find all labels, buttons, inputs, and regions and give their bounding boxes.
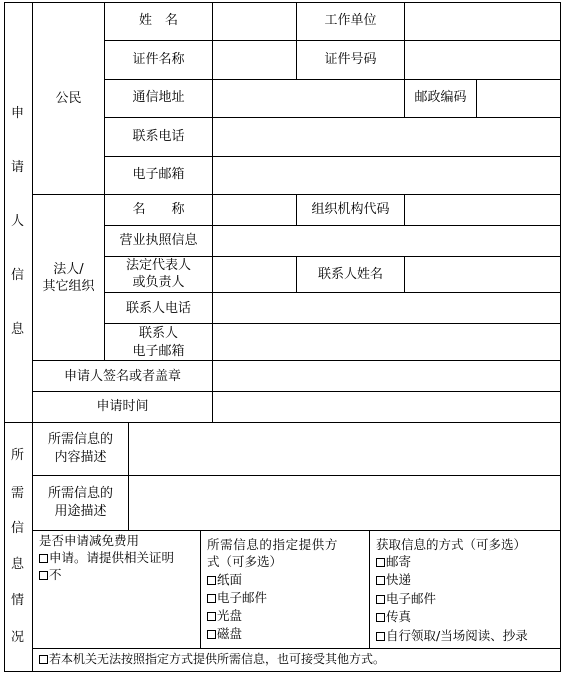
fee-waiver-title: 是否申请减免费用 bbox=[39, 533, 140, 548]
option-label: 光盘 bbox=[217, 608, 243, 623]
fee-waiver-option-apply[interactable] bbox=[39, 550, 174, 565]
checkbox[interactable] bbox=[39, 571, 48, 580]
label-entity-name: 名 称 bbox=[132, 202, 185, 217]
checkbox[interactable] bbox=[39, 655, 48, 664]
checkbox[interactable] bbox=[376, 595, 385, 604]
option-label: 快递 bbox=[386, 572, 412, 587]
id-type-field[interactable] bbox=[213, 41, 296, 79]
label-org-code: 组织机构代码 bbox=[311, 202, 390, 217]
checkbox[interactable] bbox=[376, 558, 385, 567]
option-label: 若本机关无法按照指定方式提供所需信息，也可接受其他方式。 bbox=[49, 652, 386, 666]
option-label: 不 bbox=[49, 567, 62, 582]
signature-field[interactable] bbox=[213, 361, 560, 391]
contact-email-field[interactable] bbox=[213, 324, 560, 360]
option-label: 纸面 bbox=[217, 572, 243, 587]
label-postcode: 邮政编码 bbox=[414, 90, 467, 105]
obtain-option-email[interactable] bbox=[376, 591, 436, 606]
border-left bbox=[4, 2, 5, 672]
option-label: 自行领取/当场阅读、抄录 bbox=[386, 628, 528, 643]
obtain-option-express[interactable] bbox=[376, 572, 411, 587]
label-line: 所需信息的 bbox=[47, 432, 113, 447]
purpose-description-field[interactable] bbox=[129, 476, 560, 530]
border-bottom bbox=[4, 671, 561, 672]
rule bbox=[369, 530, 370, 648]
label-line: 法定代表人 bbox=[125, 258, 191, 273]
label-phone: 联系电话 bbox=[132, 129, 185, 144]
option-label: 电子邮件 bbox=[386, 591, 437, 606]
email-field[interactable] bbox=[213, 157, 560, 194]
label-legal-rep bbox=[105, 258, 212, 290]
label-line: 联系人 bbox=[138, 326, 178, 341]
citizen-name-field[interactable] bbox=[213, 3, 296, 40]
side-char: 人 bbox=[11, 214, 25, 229]
content-description-field[interactable] bbox=[129, 423, 560, 475]
side-char: 所 bbox=[11, 448, 25, 463]
label-id-type: 证件名称 bbox=[132, 52, 185, 67]
label-purpose-description bbox=[33, 486, 128, 519]
checkbox[interactable] bbox=[207, 612, 216, 621]
label-line: 法人/ bbox=[53, 262, 84, 277]
checkbox[interactable] bbox=[376, 576, 385, 585]
side-char: 请 bbox=[11, 160, 25, 175]
option-label: 传真 bbox=[386, 609, 412, 624]
checkbox[interactable] bbox=[207, 576, 216, 585]
side-char: 况 bbox=[11, 630, 25, 645]
label-email: 电子邮箱 bbox=[132, 167, 185, 182]
label-signature: 申请人签名或者盖章 bbox=[63, 369, 181, 384]
address-field[interactable] bbox=[213, 80, 404, 117]
contact-phone-field[interactable] bbox=[213, 293, 560, 323]
rule bbox=[32, 530, 561, 531]
label-contact-email bbox=[105, 326, 212, 359]
obtain-method-title: 获取信息的方式（可多选） bbox=[376, 537, 527, 552]
postcode-field[interactable] bbox=[477, 80, 560, 117]
side-char: 需 bbox=[11, 486, 25, 501]
entity-name-field[interactable] bbox=[213, 195, 296, 225]
label-contact-phone: 联系人电话 bbox=[125, 301, 191, 316]
rule bbox=[200, 530, 201, 648]
label-content-description bbox=[33, 432, 128, 465]
checkbox[interactable] bbox=[376, 613, 385, 622]
label-work-unit: 工作单位 bbox=[324, 13, 377, 28]
label-contact-name: 联系人姓名 bbox=[317, 267, 383, 282]
side-char: 息 bbox=[11, 557, 25, 572]
provide-method-title: 所需信息的指定提供方 bbox=[207, 537, 339, 552]
label-apply-time: 申请时间 bbox=[96, 399, 149, 414]
provide-option-paper[interactable] bbox=[207, 572, 242, 587]
provide-option-email[interactable] bbox=[207, 590, 267, 605]
phone-field[interactable] bbox=[213, 118, 560, 156]
rule bbox=[32, 648, 561, 649]
side-char: 息 bbox=[11, 322, 25, 337]
legal-rep-field[interactable] bbox=[213, 257, 296, 292]
legal-entity-group-label bbox=[33, 262, 104, 294]
checkbox[interactable] bbox=[207, 594, 216, 603]
label-name: 姓 名 bbox=[138, 13, 178, 28]
obtain-option-fax[interactable] bbox=[376, 609, 411, 624]
label-line: 用途描述 bbox=[54, 504, 107, 519]
checkbox[interactable] bbox=[39, 554, 48, 563]
business-license-field[interactable] bbox=[213, 226, 560, 256]
label-line: 所需信息的 bbox=[47, 486, 113, 501]
checkbox[interactable] bbox=[207, 630, 216, 639]
side-char: 申 bbox=[11, 106, 25, 121]
label-id-number: 证件号码 bbox=[324, 52, 377, 67]
side-char: 信 bbox=[11, 521, 25, 536]
option-label: 申请。请提供相关证明 bbox=[49, 550, 175, 565]
option-label: 电子邮件 bbox=[217, 590, 268, 605]
work-unit-field[interactable] bbox=[405, 3, 560, 40]
provide-method-title: 式（可多选） bbox=[207, 554, 283, 569]
label-line: 其它组织 bbox=[42, 279, 95, 294]
fee-waiver-option-no[interactable] bbox=[39, 567, 62, 582]
checkbox[interactable] bbox=[376, 632, 385, 641]
obtain-option-self-pickup[interactable] bbox=[376, 628, 528, 643]
org-code-field[interactable] bbox=[405, 195, 560, 225]
apply-time-field[interactable] bbox=[213, 392, 560, 422]
id-number-field[interactable] bbox=[405, 41, 560, 79]
border-right bbox=[560, 2, 561, 672]
option-label: 磁盘 bbox=[217, 626, 243, 641]
obtain-option-mail[interactable] bbox=[376, 554, 411, 569]
label-address: 通信地址 bbox=[132, 90, 185, 105]
accept-other-method-option[interactable] bbox=[39, 652, 385, 667]
contact-name-field[interactable] bbox=[405, 257, 560, 292]
side-char: 信 bbox=[11, 268, 25, 283]
provide-option-disk[interactable] bbox=[207, 626, 242, 641]
label-line: 内容描述 bbox=[54, 450, 107, 465]
option-label: 邮寄 bbox=[386, 554, 412, 569]
citizen-group-label: 公民 bbox=[55, 91, 82, 106]
provide-option-cd[interactable] bbox=[207, 608, 242, 623]
label-business-license: 营业执照信息 bbox=[119, 233, 198, 248]
label-line: 电子邮箱 bbox=[132, 344, 185, 359]
label-line: 或负责人 bbox=[132, 275, 185, 290]
side-char: 情 bbox=[11, 593, 25, 608]
